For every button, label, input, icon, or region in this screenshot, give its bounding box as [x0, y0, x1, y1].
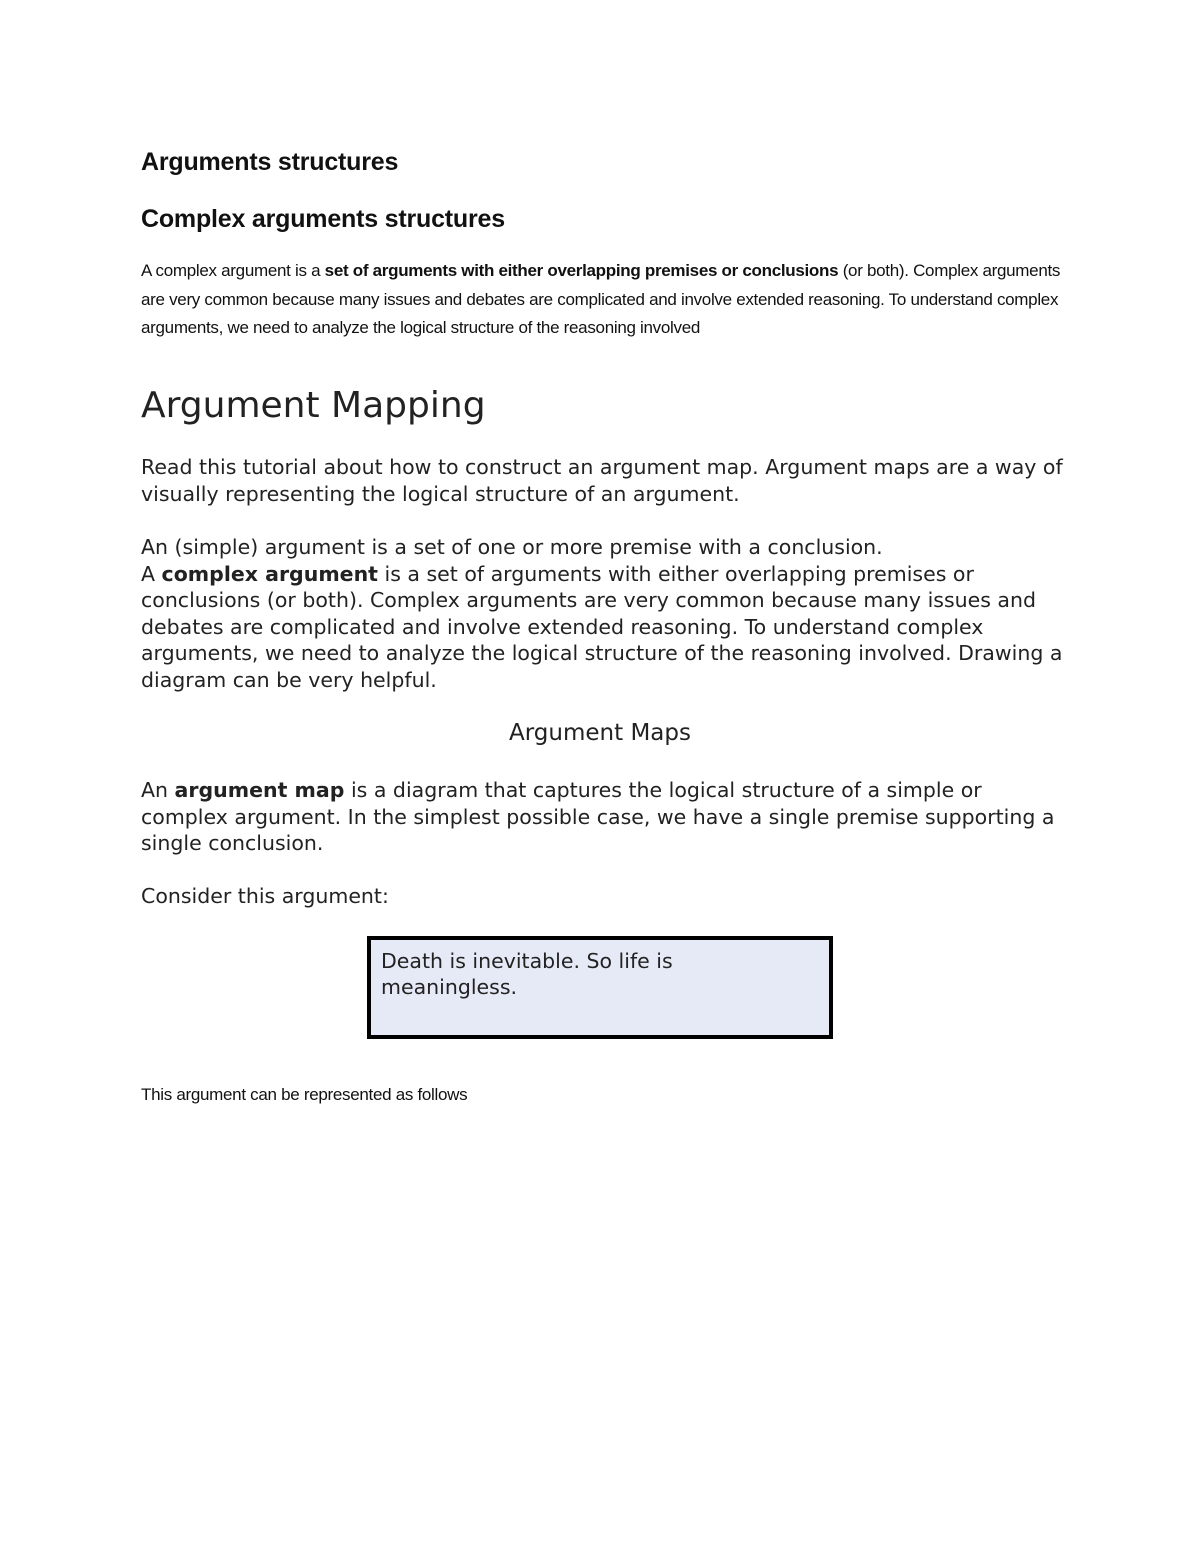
example-argument-box	[367, 936, 833, 1039]
consider-line: Consider this argument:	[141, 884, 389, 908]
intro-paragraph	[141, 257, 1081, 343]
subheading-argument-maps: Argument Maps	[509, 720, 691, 746]
argument-map-definition: is a diagram that captures the logical structure of a simple or complex argument. In the simplest possible case, we have a single premise supporting a single conclusion.	[141, 778, 1055, 855]
example-argument-text: Death is inevitable. So life is meaningless.	[381, 949, 673, 999]
simple-argument-line: An (simple) argument is a set of one or more premise with a conclusion.	[141, 535, 883, 559]
argument-map-paragraph	[141, 777, 1071, 857]
section-heading-argument-mapping: Argument Mapping	[141, 385, 486, 426]
complex-argument-definition: is a set of arguments with either overlapping premises or conclusions (or both). Complex arguments are very common because many issues and debates are complicated and involve extended reasoning. To understand complex arguments, we need to analyze the logical structure of the reasoning involved. Drawing a diagram can be very helpful.	[141, 561, 1063, 692]
document-subtitle: Complex arguments structures	[141, 205, 505, 233]
complex-argument-prefix: A	[141, 561, 162, 586]
simple-argument-paragraph	[141, 534, 1071, 693]
closing-line: This argument can be represented as follows	[141, 1085, 468, 1104]
intro-rest: (or both). Complex arguments are very common because many issues and debates are complicated and involve extended reasoning. To understand complex arguments, we need to analyze the logical structure of the reasoning involved	[141, 261, 1061, 337]
argument-map-term: argument map	[174, 778, 345, 802]
document-title: Arguments structures	[141, 148, 399, 176]
complex-argument-term: complex argument	[161, 561, 378, 586]
intro-lead: A complex argument is a	[141, 261, 325, 280]
intro-bold-phrase: set of arguments with either overlapping premises or conclusions	[324, 261, 839, 280]
tutorial-paragraph: Read this tutorial about how to construct an argument map. Argument maps are a way of visually representing the logical structure of an argument.	[141, 455, 1063, 506]
argument-map-prefix: An	[141, 778, 175, 802]
